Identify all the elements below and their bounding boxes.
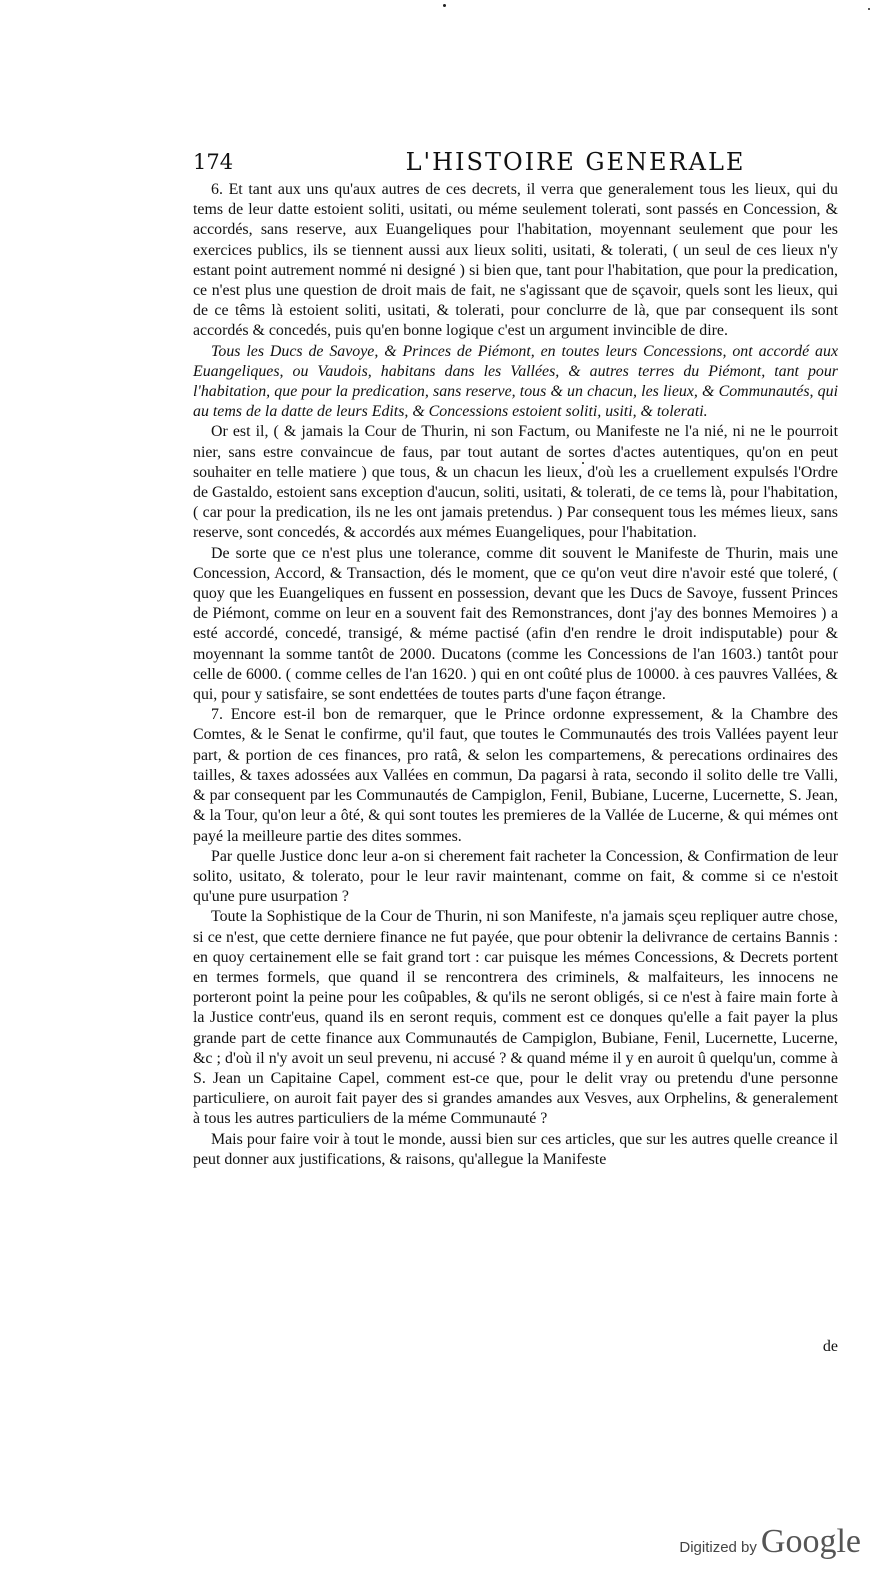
paragraph-7: 7. Encore est-il bon de remarquer, que le Prince ordonne expressement, & la Chambre des Comtes, & le Senat le confirme, qu'il faut, que toutes le Communautés des trois Vallées payent leur part, & portion de ces finances, pro ratâ, & selon les compartemens, & perecations ordinaires des tailles, & taxes adossées aux Vallées en commun, Da pagarsi à rata, secondo il solito delle tre Valli, & par consequent par les Communautés de Campiglon, Fenil, Bubiane, Lucerne, Lucernette, S. Jean, & la Tour, qu'on leur a ôté, & qui sont toutes les premieres de la Vallée de Lucerne, & qui mémes ont payé la meilleure partie des dites sommes. bbox=[193, 706, 838, 845]
ink-speck bbox=[868, 8, 870, 10]
paragraph-italic-thesis: Tous les Ducs de Savoye, & Princes de Piémont, en toutes leurs Concessions, ont accordé aux Euangeliques, ou Vaudois, habitans dans les Vallées, & autres terres du Piémont, tant pour l'habitation, que pour la predication, sans reserve, tous & un chacun, les lieux, & Communautés, qui au tems de la datte de leurs Edits, & Concessions estoient soliti, usiti, & tolerati. bbox=[193, 342, 838, 421]
digitized-watermark bbox=[679, 1523, 861, 1561]
paragraph-de-sorte: De sorte que ce n'est plus une tolerance, comme dit souvent le Manifeste de Thurin, mais une Concession, Accord, & Transaction, dés le moment, que ce qu'on veut dire n'avoir esté que toleré, ( quoy que les Euangeliques en fussent en possession, devant que les Ducs de Savoye, fussent Princes de Piémont, comme on leur en a souvent fait des Remonstrances, dont j'ay des bonnes Memoires ) a esté accordé, concedé, transigé, & méme pactisé (afin d'en rendre le droit indisputable) pour & moyennant la somme tantôt de 2000. Ducatons (comme les Concessions de l'an 1603.) tantôt pour celle de 6000. ( comme celles de l'an 1620. ) qui en ont coûté plus de 10000. à ces pauvres Vallées, & qui, pour y satisfaire, se sont endettées de toutes parts d'une façon étrange. bbox=[193, 544, 838, 704]
page-number: 174 bbox=[193, 150, 234, 174]
page-header bbox=[193, 150, 838, 180]
paragraph-sophistique: Toute la Sophistique de la Cour de Thurin, ni son Manifeste, n'a jamais sçeu repliquer autre chose, si ce n'est, que cette derniere finance ne fut payée, que pour obtenir la delivrance de certains Bannis : en quoy certainement elle se fait grand tort : car puisque les mémes Concessions, & Decrets portent en termes formels, que quand il se rencontrera des criminels, & malfaiteurs, les innocens ne porteront point la peine pour les coûpables, & qu'ils ne seront obligés, si ce n'est à faire main forte à la Justice contr'eus, quand ils en seront requis, comment est ce donques qu'elle a fait payer la plus grande part de cette finance aux Communautés de Campiglon, Bubiane, Fenil, Lucernette, Lucerne, &c ; d'où il n'y avoit un seul prevenu, ni accusé ? & quand méme il y en auroit û quelqu'un, comme à S. Jean un Capitaine Capel, comment est-ce que, pour le delit vray ou pretendu d'une personne particuliere, on auroit fait payer des si grandes amandes aux Vesves, aux Orphelins, & generalement à tous les autres particuliers de la méme Communauté ? bbox=[193, 908, 838, 1128]
paragraph-6: 6. Et tant aux uns qu'aux autres de ces decrets, il verra que generalement tous les lieux, qui du tems de leur datte estoient soliti, usitati, ou méme seulement tolerati, sont passés en Concession, & accordés, sans reserve, aux Euangeliques pour l'habitation, moyennant seulement que pour les exercices publics, ils se tiennent aussi aux lieux soliti, usitati, & tolerati, ( un seul de ces lieux n'y estant point autrement nommé ni designé ) si bien que, tant pour l'habitation, que pour la predication, ce n'est plus une question de droit mais de fait, ne s'agissant que de sçavoir, quels sont les lieux, qui de ce têms là estoient soliti, usitati, & tolerati, pour conclurre de là, que par consequent ils sont accordés & concedés, puis qu'en bonne logique c'est un argument invincible de dire. bbox=[193, 181, 838, 340]
ink-speck bbox=[443, 4, 446, 7]
digitized-by-label: Digitized by bbox=[679, 1539, 757, 1556]
body-text bbox=[193, 180, 838, 1170]
paragraph-par-quelle-justice: Par quelle Justice donc leur a-on si cherement fait racheter la Concession, & Confirmation de leur solito, usitato, & tolerato, pour le leur ravir maintenant, comme on fait, & comme si ce n'estoit qu'une pure usurpation ? bbox=[193, 847, 838, 906]
paragraph-or-est-il: Or est il, ( & jamais la Cour de Thurin, ni son Factum, ou Manifeste ne l'a nié, ni ne le pourroit nier, sans estre convaincue de faus, par tout autant de sortes d'actes autentiques, qu'on en peut souhaiter en telle matiere ) que tous, & un chacun les lieux, d'où les a cruellement expulsés l'Ordre de Gastaldo, estoient sans exception d'aucun, soliti, usitati, & tolerati, de ce tems là, pour l'habitation, ( car pour la predication, ils ne les ont jamais pretendus. ) Par consequent tous les mémes lieux, sans reserve, sont concedés, & accordés aux mémes Euangeliques, pour l'habitation. bbox=[193, 423, 838, 542]
google-logo: Google bbox=[760, 1523, 861, 1560]
running-title: L'HISTOIRE GENERALE bbox=[405, 148, 746, 176]
paragraph-mais-pour: Mais pour faire voir à tout le monde, aussi bien sur ces articles, que sur les autres quelle creance il peut donner aux justifications, & raisons, qu'allegue la Manifeste bbox=[193, 1130, 838, 1168]
catchword: de bbox=[822, 1338, 838, 1355]
